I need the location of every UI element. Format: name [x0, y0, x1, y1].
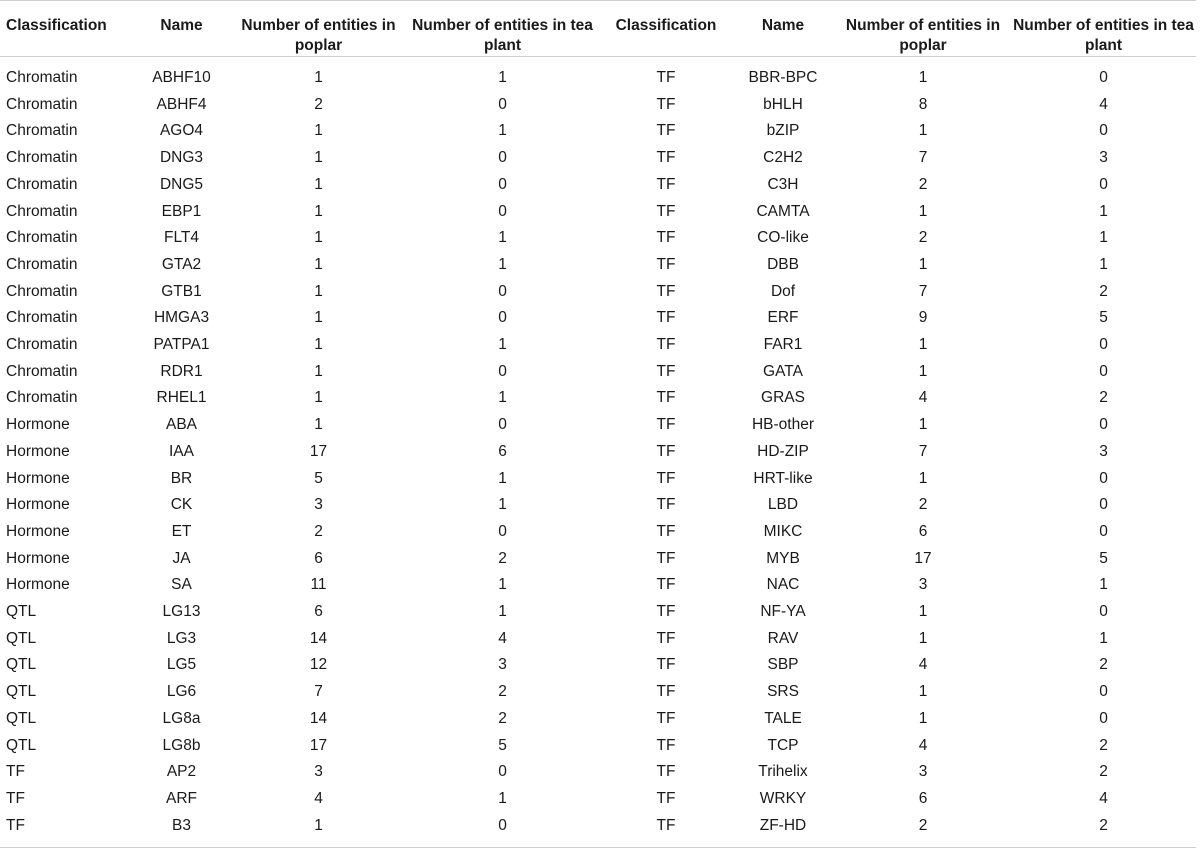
- table-row: [0, 599, 1196, 626]
- cell-classification-left: Chromatin: [6, 282, 78, 300]
- cell-name-right: ZF-HD: [759, 816, 807, 834]
- cell-name-left: ABHF4: [156, 95, 207, 113]
- header-poplar-right: Number of entities in poplar: [845, 17, 1001, 54]
- cell-classification-right: TF: [656, 816, 676, 834]
- cell-classification-left: QTL: [6, 629, 37, 647]
- header-tea-left: Number of entities in tea plant: [412, 17, 593, 54]
- cell-classification-right: TF: [656, 416, 676, 434]
- header-classification-left: Classification: [6, 17, 107, 34]
- table-row: [0, 92, 1196, 119]
- table-row: [0, 332, 1196, 359]
- cell-name-left: GTA2: [161, 255, 202, 273]
- table-row: [0, 145, 1196, 172]
- table-row: [0, 679, 1196, 706]
- cell-name-left: DNG3: [159, 149, 204, 167]
- cell-name-right: HD-ZIP: [757, 442, 809, 460]
- cell-classification-right: TF: [656, 389, 676, 407]
- cell-poplar-count-left: 6: [314, 603, 323, 621]
- cell-poplar-count-left: 1: [314, 229, 323, 247]
- cell-tea-count-left: 1: [498, 389, 507, 407]
- table-header: [0, 1, 1196, 57]
- cell-name-right: WRKY: [759, 789, 807, 807]
- table-row: [0, 305, 1196, 332]
- header-classification-right: Classification: [615, 17, 717, 34]
- cell-tea-count-right: 2: [1099, 389, 1108, 407]
- cell-classification-left: Hormone: [6, 522, 70, 540]
- cell-name-left: JA: [172, 549, 191, 567]
- cell-classification-right: TF: [656, 255, 676, 273]
- cell-tea-count-left: 0: [498, 282, 507, 300]
- cell-poplar-count-left: 1: [314, 69, 323, 86]
- table-row: [0, 172, 1196, 199]
- cell-poplar-count-right: 1: [918, 336, 928, 354]
- table-row: [0, 439, 1196, 466]
- cell-tea-count-right: 1: [1099, 255, 1108, 273]
- cell-name-right: GATA: [763, 362, 803, 380]
- cell-poplar-count-right: 1: [918, 255, 928, 273]
- cell-name-right: NAC: [766, 576, 800, 594]
- cell-name-right: RAV: [767, 629, 799, 647]
- cell-classification-right: TF: [656, 549, 676, 567]
- cell-poplar-count-right: 1: [918, 202, 928, 220]
- cell-classification-right: TF: [656, 95, 676, 113]
- cell-classification-left: Chromatin: [6, 69, 78, 86]
- cell-classification-left: QTL: [6, 656, 37, 674]
- cell-tea-count-right: 0: [1099, 522, 1108, 540]
- cell-classification-left: Chromatin: [6, 229, 78, 247]
- cell-classification-left: Hormone: [6, 442, 70, 460]
- table-row: [0, 385, 1196, 412]
- cell-poplar-count-right: 4: [918, 656, 928, 674]
- cell-tea-count-right: 1: [1099, 229, 1108, 247]
- cell-tea-count-right: 4: [1099, 95, 1108, 113]
- cell-name-right: HB-other: [751, 416, 815, 434]
- cell-poplar-count-left: 1: [314, 202, 323, 220]
- cell-tea-count-left: 0: [498, 362, 507, 380]
- cell-classification-right: TF: [656, 469, 676, 487]
- cell-tea-count-left: 1: [498, 789, 507, 807]
- cell-classification-right: TF: [656, 229, 676, 247]
- table-row: [0, 786, 1196, 813]
- cell-classification-left: QTL: [6, 736, 37, 754]
- cell-tea-count-right: 1: [1099, 629, 1108, 647]
- cell-poplar-count-right: 3: [918, 763, 928, 781]
- cell-poplar-count-left: 1: [314, 149, 323, 167]
- cell-name-right: BBR-BPC: [748, 69, 818, 86]
- cell-poplar-count-right: 2: [918, 229, 928, 247]
- cell-poplar-count-left: 6: [314, 549, 323, 567]
- cell-tea-count-left: 1: [498, 576, 507, 594]
- cell-classification-left: Hormone: [6, 576, 70, 594]
- cell-classification-right: TF: [656, 362, 676, 380]
- cell-tea-count-right: 3: [1099, 442, 1108, 460]
- cell-name-left: LG3: [166, 629, 197, 647]
- cell-name-left: RDR1: [160, 362, 203, 380]
- cell-name-left: IAA: [169, 442, 194, 460]
- cell-classification-left: Hormone: [6, 496, 70, 514]
- cell-tea-count-right: 0: [1099, 603, 1108, 621]
- cell-name-left: CK: [170, 496, 193, 514]
- cell-name-left: LG8b: [162, 736, 201, 754]
- cell-classification-right: TF: [656, 789, 676, 807]
- cell-classification-left: Hormone: [6, 549, 70, 567]
- cell-tea-count-right: 0: [1099, 122, 1108, 140]
- cell-tea-count-left: 1: [498, 122, 507, 140]
- cell-classification-left: Hormone: [6, 416, 70, 434]
- cell-classification-right: TF: [656, 603, 676, 621]
- table-row: [0, 252, 1196, 279]
- cell-tea-count-left: 0: [498, 149, 507, 167]
- cell-poplar-count-right: 1: [918, 629, 928, 647]
- cell-poplar-count-right: 7: [918, 442, 928, 460]
- cell-poplar-count-right: 4: [918, 389, 928, 407]
- cell-classification-left: Chromatin: [6, 336, 78, 354]
- cell-classification-left: Chromatin: [6, 255, 78, 273]
- cell-poplar-count-right: 1: [918, 69, 928, 86]
- cell-poplar-count-right: 9: [918, 309, 928, 327]
- cell-poplar-count-left: 14: [309, 709, 328, 727]
- cell-poplar-count-left: 1: [314, 309, 323, 327]
- cell-name-right: FAR1: [763, 336, 803, 354]
- cell-name-left: ET: [171, 522, 192, 540]
- table-row: [0, 225, 1196, 252]
- table-row: [0, 199, 1196, 226]
- cell-name-right: TALE: [764, 709, 802, 727]
- cell-tea-count-left: 1: [498, 255, 507, 273]
- cell-poplar-count-left: 1: [314, 255, 323, 273]
- cell-classification-left: QTL: [6, 683, 37, 701]
- cell-tea-count-left: 1: [498, 229, 507, 247]
- cell-name-left: GTB1: [161, 282, 202, 300]
- cell-poplar-count-left: 3: [314, 763, 323, 781]
- cell-name-left: LG13: [162, 603, 201, 621]
- cell-tea-count-left: 1: [498, 69, 507, 86]
- cell-tea-count-right: 2: [1099, 282, 1108, 300]
- cell-tea-count-right: 3: [1099, 149, 1108, 167]
- header-row: [0, 1, 1196, 57]
- cell-classification-right: TF: [656, 709, 676, 727]
- cell-tea-count-left: 1: [498, 336, 507, 354]
- cell-tea-count-left: 0: [498, 816, 507, 834]
- cell-name-right: Dof: [770, 282, 796, 300]
- cell-poplar-count-left: 7: [314, 683, 323, 701]
- cell-name-left: AGO4: [159, 122, 204, 140]
- cell-tea-count-right: 0: [1099, 469, 1108, 487]
- cell-poplar-count-left: 1: [314, 336, 323, 354]
- cell-classification-left: Chromatin: [6, 122, 78, 140]
- cell-tea-count-left: 5: [498, 736, 507, 754]
- cell-name-right: SBP: [767, 656, 799, 674]
- cell-name-left: HMGA3: [153, 309, 210, 327]
- cell-tea-count-left: 0: [498, 202, 507, 220]
- table-row: [0, 652, 1196, 679]
- cell-name-right: Trihelix: [758, 763, 808, 781]
- cell-classification-right: TF: [656, 149, 676, 167]
- cell-poplar-count-left: 1: [314, 816, 323, 834]
- cell-poplar-count-right: 1: [918, 683, 928, 701]
- header-tea-right: Number of entities in tea plant: [1013, 17, 1194, 54]
- cell-classification-right: TF: [656, 122, 676, 140]
- cell-name-left: FLT4: [163, 229, 200, 247]
- cell-classification-right: TF: [656, 175, 676, 193]
- cell-tea-count-right: 2: [1099, 816, 1108, 834]
- cell-poplar-count-left: 2: [314, 522, 323, 540]
- cell-name-right: DBB: [767, 255, 799, 273]
- cell-tea-count-right: 0: [1099, 496, 1108, 514]
- table-row: [0, 279, 1196, 306]
- cell-poplar-count-right: 7: [918, 282, 928, 300]
- cell-name-left: ARF: [166, 789, 197, 807]
- cell-classification-left: Chromatin: [6, 202, 78, 220]
- cell-classification-left: Chromatin: [6, 389, 78, 407]
- table-row: [0, 706, 1196, 733]
- cell-classification-left: QTL: [6, 603, 37, 621]
- cell-poplar-count-left: 5: [314, 469, 323, 487]
- cell-tea-count-left: 2: [498, 709, 507, 727]
- cell-tea-count-right: 0: [1099, 683, 1108, 701]
- cell-name-right: MIKC: [763, 522, 803, 540]
- cell-poplar-count-right: 1: [918, 362, 928, 380]
- table-body: [0, 57, 1196, 848]
- cell-poplar-count-left: 1: [314, 282, 323, 300]
- cell-classification-right: TF: [656, 629, 676, 647]
- cell-poplar-count-right: 6: [918, 789, 928, 807]
- cell-poplar-count-left: 17: [309, 442, 328, 460]
- cell-poplar-count-right: 8: [918, 95, 928, 113]
- table-row: [0, 57, 1196, 92]
- cell-classification-right: TF: [656, 656, 676, 674]
- cell-name-right: NF-YA: [760, 603, 806, 621]
- cell-poplar-count-right: 3: [918, 576, 928, 594]
- cell-poplar-count-left: 2: [314, 95, 323, 113]
- cell-classification-right: TF: [656, 496, 676, 514]
- cell-tea-count-left: 2: [498, 683, 507, 701]
- cell-classification-left: TF: [6, 763, 25, 781]
- cell-name-right: MYB: [766, 549, 800, 567]
- cell-tea-count-right: 0: [1099, 362, 1108, 380]
- cell-name-right: CO-like: [757, 229, 809, 247]
- cell-tea-count-right: 0: [1099, 69, 1108, 86]
- cell-classification-right: TF: [656, 69, 676, 86]
- cell-classification-left: Chromatin: [6, 149, 78, 167]
- table-row: [0, 733, 1196, 760]
- cell-tea-count-left: 1: [498, 469, 507, 487]
- cell-name-left: RHEL1: [156, 389, 207, 407]
- cell-name-right: LBD: [767, 496, 799, 514]
- cell-classification-left: Hormone: [6, 469, 70, 487]
- table-row: [0, 412, 1196, 439]
- cell-tea-count-left: 0: [498, 309, 507, 327]
- cell-classification-right: TF: [656, 442, 676, 460]
- cell-name-left: EBP1: [161, 202, 202, 220]
- cell-name-left: ABA: [165, 416, 197, 434]
- cell-name-left: PATPA1: [153, 336, 210, 354]
- cell-classification-left: QTL: [6, 709, 37, 727]
- cell-name-right: C3H: [767, 175, 799, 193]
- cell-name-right: bZIP: [766, 122, 800, 140]
- cell-poplar-count-right: 1: [918, 416, 928, 434]
- cell-name-right: ERF: [767, 309, 799, 327]
- cell-poplar-count-left: 1: [314, 175, 323, 193]
- header-poplar-left: Number of entities in poplar: [241, 17, 396, 54]
- cell-tea-count-right: 5: [1099, 549, 1108, 567]
- cell-tea-count-left: 0: [498, 522, 507, 540]
- cell-tea-count-right: 4: [1099, 789, 1108, 807]
- cell-tea-count-right: 0: [1099, 416, 1108, 434]
- cell-tea-count-right: 5: [1099, 309, 1108, 327]
- cell-tea-count-right: 0: [1099, 175, 1108, 193]
- header-name-left: Name: [160, 17, 203, 34]
- cell-classification-left: Chromatin: [6, 309, 78, 327]
- table-row: [0, 359, 1196, 386]
- cell-name-right: C2H2: [763, 149, 803, 167]
- cell-poplar-count-left: 11: [310, 576, 327, 594]
- table-row: [0, 572, 1196, 599]
- table-row: [0, 492, 1196, 519]
- cell-poplar-count-right: 2: [918, 496, 928, 514]
- cell-classification-right: TF: [656, 202, 676, 220]
- cell-poplar-count-left: 1: [314, 416, 323, 434]
- cell-name-right: HRT-like: [753, 469, 813, 487]
- cell-tea-count-left: 0: [498, 95, 507, 113]
- cell-name-left: LG5: [166, 656, 197, 674]
- cell-poplar-count-left: 3: [314, 496, 323, 514]
- table-row: [0, 519, 1196, 546]
- cell-name-right: CAMTA: [756, 202, 810, 220]
- cell-name-left: BR: [170, 469, 193, 487]
- cell-tea-count-left: 0: [498, 763, 507, 781]
- table-row: [0, 759, 1196, 786]
- cell-poplar-count-left: 1: [314, 362, 323, 380]
- cell-tea-count-left: 6: [498, 442, 507, 460]
- cell-poplar-count-right: 1: [918, 469, 928, 487]
- cell-classification-right: TF: [656, 763, 676, 781]
- cell-name-left: B3: [172, 816, 191, 834]
- cell-poplar-count-right: 7: [918, 149, 928, 167]
- cell-name-left: LG8a: [162, 709, 201, 727]
- table-row: [0, 626, 1196, 653]
- cell-poplar-count-right: 2: [918, 816, 928, 834]
- cell-name-right: TCP: [767, 736, 799, 754]
- cell-poplar-count-left: 12: [309, 656, 328, 674]
- cell-classification-left: Chromatin: [6, 95, 78, 113]
- cell-poplar-count-left: 14: [309, 629, 328, 647]
- cell-name-left: LG6: [166, 683, 197, 701]
- cell-tea-count-right: 2: [1099, 656, 1108, 674]
- cell-name-right: GRAS: [761, 389, 805, 407]
- cell-poplar-count-left: 1: [314, 122, 323, 140]
- header-name-right: Name: [761, 17, 805, 34]
- cell-poplar-count-left: 1: [314, 389, 323, 407]
- cell-tea-count-right: 2: [1099, 763, 1108, 781]
- cell-classification-left: Chromatin: [6, 175, 78, 193]
- cell-classification-right: TF: [656, 336, 676, 354]
- cell-poplar-count-right: 17: [914, 549, 932, 567]
- cell-classification-right: TF: [656, 683, 676, 701]
- cell-name-left: SA: [171, 576, 192, 594]
- cell-tea-count-left: 2: [498, 549, 507, 567]
- cell-tea-count-right: 0: [1099, 336, 1108, 354]
- cell-classification-left: TF: [6, 789, 25, 807]
- cell-poplar-count-left: 17: [309, 736, 328, 754]
- cell-poplar-count-right: 1: [918, 122, 928, 140]
- cell-tea-count-right: 1: [1099, 202, 1108, 220]
- cell-tea-count-left: 4: [498, 629, 507, 647]
- cell-name-right: SRS: [767, 683, 799, 701]
- cell-tea-count-right: 0: [1099, 709, 1108, 727]
- cell-tea-count-left: 0: [498, 175, 507, 193]
- cell-classification-left: TF: [6, 816, 25, 834]
- cell-classification-left: Chromatin: [6, 362, 78, 380]
- cell-tea-count-right: 1: [1099, 576, 1108, 594]
- table-row: [0, 118, 1196, 145]
- cell-name-left: DNG5: [159, 175, 204, 193]
- cell-name-left: AP2: [166, 763, 197, 781]
- table-row: [0, 466, 1196, 493]
- table-row: [0, 546, 1196, 573]
- cell-tea-count-left: 0: [498, 416, 507, 434]
- cell-classification-right: TF: [656, 282, 676, 300]
- cell-poplar-count-left: 4: [314, 789, 323, 807]
- cell-poplar-count-right: 1: [918, 709, 928, 727]
- cell-name-right: bHLH: [763, 95, 803, 113]
- table-row: [0, 813, 1196, 848]
- cell-tea-count-left: 1: [498, 603, 507, 621]
- cell-poplar-count-right: 6: [918, 522, 928, 540]
- cell-name-left: ABHF10: [152, 69, 211, 86]
- cell-classification-right: TF: [656, 576, 676, 594]
- cell-tea-count-left: 3: [498, 656, 507, 674]
- cell-classification-right: TF: [656, 522, 676, 540]
- cell-classification-right: TF: [656, 736, 676, 754]
- cell-tea-count-right: 2: [1099, 736, 1108, 754]
- cell-poplar-count-right: 1: [918, 603, 928, 621]
- cell-poplar-count-right: 4: [918, 736, 928, 754]
- cell-tea-count-left: 1: [498, 496, 507, 514]
- cell-classification-right: TF: [656, 309, 676, 327]
- cell-poplar-count-right: 2: [918, 175, 928, 193]
